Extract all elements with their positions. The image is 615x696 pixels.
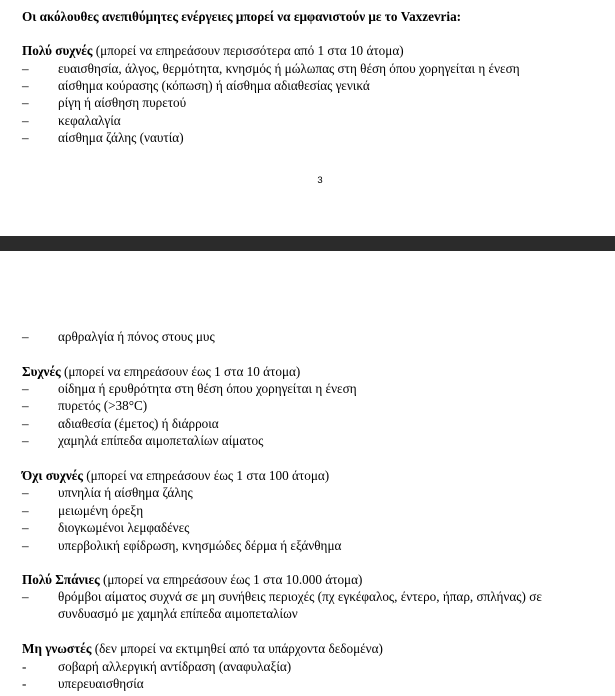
document-page-1: [0, 0, 615, 236]
intro-heading: Οι ακόλουθες ανεπιθύμητες ενέργειες μπορεί να εμφανιστούν με το Vaxzevria:: [22, 9, 462, 24]
list-item: πυρετός (>38°C): [58, 398, 148, 413]
list-bullet: -: [22, 659, 27, 674]
list-item: αδιαθεσία (έμετος) ή διάρροια: [58, 416, 219, 431]
list-bullet: –: [22, 416, 29, 431]
list-item: οίδημα ή ερυθρότητα στη θέση όπου χορηγείται η ένεση: [58, 381, 357, 396]
list-bullet: –: [22, 433, 29, 448]
list-item: διογκωμένοι λεμφαδένες: [58, 520, 190, 535]
list-item: χαμηλά επίπεδα αιμοπεταλίων αίματος: [58, 433, 264, 448]
list-item: αρθραλγία ή πόνος στους μυς: [58, 329, 215, 344]
list-bullet: –: [22, 61, 29, 76]
list-item: υπερευαισθησία: [58, 676, 144, 691]
list-item: ευαισθησία, άλγος, θερμότητα, κνησμός ή μώλωπας στη θέση όπου χορηγείται η ένεση: [58, 61, 520, 76]
list-item: υπνηλία ή αίσθημα ζάλης: [58, 485, 193, 500]
list-bullet: –: [22, 130, 29, 145]
page-separator: [0, 236, 615, 251]
list-bullet: –: [22, 520, 29, 535]
list-item: αίσθημα κούρασης (κόπωση) ή αίσθημα αδιαθεσίας γενικά: [58, 78, 370, 93]
list-item: σοβαρή αλλεργική αντίδραση (αναφυλαξία): [58, 659, 292, 674]
list-item: κεφαλαλγία: [58, 113, 121, 128]
list-item: υπερβολική εφίδρωση, κνησμώδες δέρμα ή εξάνθημα: [58, 538, 342, 553]
list-item: μειωμένη όρεξη: [58, 503, 144, 518]
document-page-2: [0, 251, 615, 696]
section-heading-very-common: Πολύ συχνές (μπορεί να επηρεάσουν περισσότερα από 1 στα 10 άτομα): [22, 43, 404, 58]
page-number: 3: [317, 175, 323, 186]
list-bullet: –: [22, 538, 29, 553]
list-bullet: –: [22, 113, 29, 128]
section-heading-uncommon: Όχι συχνές (μπορεί να επηρεάσουν έως 1 στα 100 άτομα): [22, 468, 330, 483]
section-heading-unknown: Μη γνωστές (δεν μπορεί να εκτιμηθεί από τα υπάρχοντα δεδομένα): [22, 641, 383, 656]
list-item: αίσθημα ζάλης (ναυτία): [58, 130, 184, 145]
list-bullet: –: [22, 329, 29, 344]
list-bullet: –: [22, 503, 29, 518]
list-bullet: –: [22, 398, 29, 413]
list-item: ρίγη ή αίσθηση πυρετού: [58, 95, 187, 110]
list-bullet: –: [22, 78, 29, 93]
list-item: θρόμβοι αίματος συχνά σε μη συνήθεις περιοχές (πχ εγκέφαλος, έντερο, ήπαρ, σπλήνας) σε συνδυασμό με χαμηλά επίπεδα αιμοπεταλίων: [58, 589, 542, 621]
section-heading-common: Συχνές (μπορεί να επηρεάσουν έως 1 στα 10 άτομα): [22, 364, 301, 379]
section-heading-very-rare: Πολύ Σπάνιες (μπορεί να επηρεάσουν έως 1 στα 10.000 άτομα): [22, 572, 363, 587]
list-bullet: –: [22, 95, 29, 110]
list-bullet: –: [22, 589, 29, 604]
list-bullet: -: [22, 676, 27, 691]
list-bullet: –: [22, 485, 29, 500]
list-bullet: –: [22, 381, 29, 396]
